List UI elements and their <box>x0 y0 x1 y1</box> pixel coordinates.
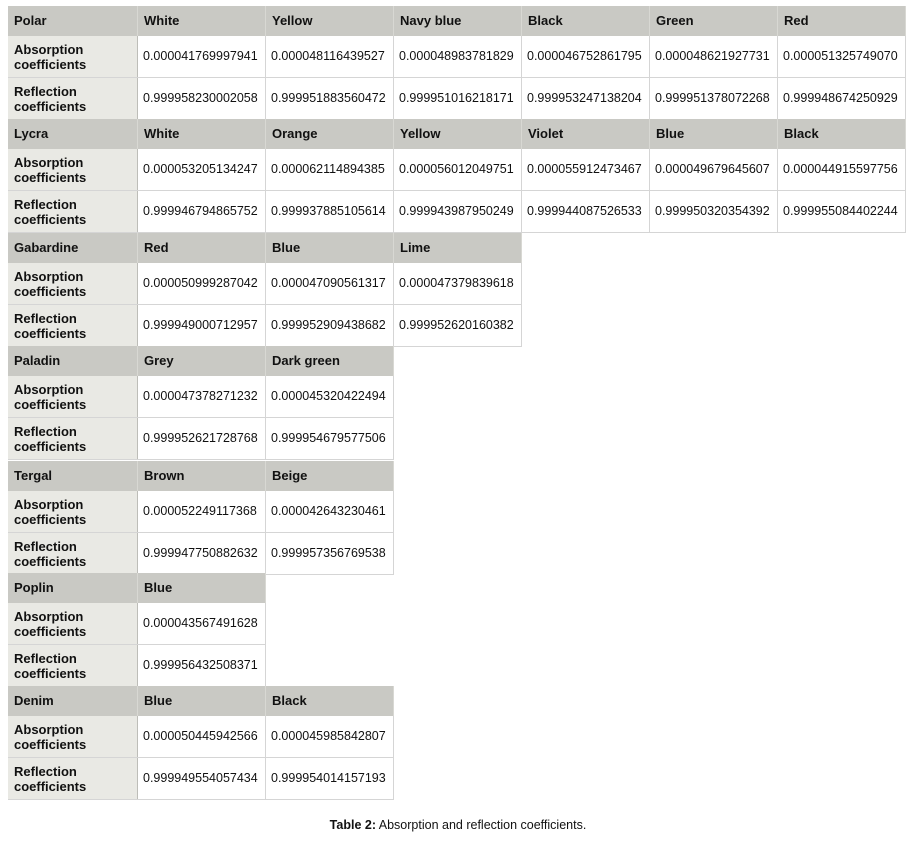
fabric-block-tergal <box>8 461 394 575</box>
reflection-value: 0.999955084402244 <box>778 191 906 232</box>
absorption-label: Absorption coefficients <box>8 716 138 757</box>
color-header: Yellow <box>394 119 522 149</box>
absorption-row <box>8 149 906 191</box>
reflection-value: 0.999952909438682 <box>266 305 394 346</box>
color-header: Violet <box>522 119 650 149</box>
absorption-value: 0.000053205134247 <box>138 149 266 190</box>
header-row <box>8 346 394 376</box>
header-row <box>8 573 266 603</box>
color-header: Grey <box>138 346 266 376</box>
color-header: Dark green <box>266 346 394 376</box>
reflection-value: 0.999951378072268 <box>650 78 778 119</box>
color-header: Yellow <box>266 6 394 36</box>
reflection-value: 0.999951883560472 <box>266 78 394 119</box>
reflection-value: 0.999954679577506 <box>266 418 394 459</box>
absorption-value: 0.000051325749070 <box>778 36 906 77</box>
fabric-name: Gabardine <box>8 233 138 263</box>
color-header: Orange <box>266 119 394 149</box>
fabric-block-polar <box>8 6 906 120</box>
reflection-value: 0.999956432508371 <box>138 645 266 686</box>
reflection-value: 0.999951016218171 <box>394 78 522 119</box>
color-header: Black <box>522 6 650 36</box>
absorption-value: 0.000042643230461 <box>266 491 394 532</box>
reflection-value: 0.999953247138204 <box>522 78 650 119</box>
absorption-value: 0.000049679645607 <box>650 149 778 190</box>
reflection-row <box>8 533 394 575</box>
reflection-label: Reflection coefficients <box>8 305 138 346</box>
reflection-row <box>8 78 906 120</box>
reflection-value: 0.999948674250929 <box>778 78 906 119</box>
color-header: Blue <box>650 119 778 149</box>
header-row <box>8 461 394 491</box>
color-header: Beige <box>266 461 394 491</box>
color-header: Red <box>778 6 906 36</box>
color-header: Black <box>778 119 906 149</box>
reflection-row <box>8 645 266 687</box>
color-header: Red <box>138 233 266 263</box>
color-header: Navy blue <box>394 6 522 36</box>
color-header: Black <box>266 686 394 716</box>
reflection-value: 0.999946794865752 <box>138 191 266 232</box>
absorption-value: 0.000045320422494 <box>266 376 394 417</box>
caption-text: Absorption and reflection coefficients. <box>375 818 587 832</box>
caption-label: Table 2: <box>329 818 376 832</box>
fabric-name: Poplin <box>8 573 138 603</box>
color-header: White <box>138 119 266 149</box>
reflection-value: 0.999957356769538 <box>266 533 394 574</box>
absorption-value: 0.000044915597756 <box>778 149 906 190</box>
reflection-value: 0.999944087526533 <box>522 191 650 232</box>
fabric-name: Paladin <box>8 346 138 376</box>
reflection-value: 0.999954014157193 <box>266 758 394 799</box>
fabric-block-paladin <box>8 346 394 460</box>
fabric-block-gabardine <box>8 233 522 347</box>
absorption-value: 0.000062114894385 <box>266 149 394 190</box>
reflection-value: 0.999947750882632 <box>138 533 266 574</box>
reflection-label: Reflection coefficients <box>8 418 138 459</box>
color-header: Blue <box>266 233 394 263</box>
absorption-label: Absorption coefficients <box>8 491 138 532</box>
absorption-value: 0.000055912473467 <box>522 149 650 190</box>
header-row <box>8 6 906 36</box>
reflection-value: 0.999949554057434 <box>138 758 266 799</box>
color-header: White <box>138 6 266 36</box>
fabric-name: Lycra <box>8 119 138 149</box>
absorption-row <box>8 376 394 418</box>
fabric-block-denim <box>8 686 394 800</box>
reflection-row <box>8 418 394 460</box>
reflection-value: 0.999950320354392 <box>650 191 778 232</box>
reflection-value: 0.999958230002058 <box>138 78 266 119</box>
fabric-name: Tergal <box>8 461 138 491</box>
absorption-value: 0.000045985842807 <box>266 716 394 757</box>
header-row <box>8 119 906 149</box>
absorption-value: 0.000043567491628 <box>138 603 266 644</box>
fabric-block-poplin <box>8 573 266 687</box>
reflection-label: Reflection coefficients <box>8 78 138 119</box>
reflection-label: Reflection coefficients <box>8 191 138 232</box>
reflection-value: 0.999943987950249 <box>394 191 522 232</box>
reflection-value: 0.999949000712957 <box>138 305 266 346</box>
color-header: Blue <box>138 573 266 603</box>
fabric-name: Denim <box>8 686 138 716</box>
absorption-value: 0.000048983781829 <box>394 36 522 77</box>
fabric-block-lycra <box>8 119 906 233</box>
absorption-value: 0.000047378271232 <box>138 376 266 417</box>
color-header: Lime <box>394 233 522 263</box>
color-header: Brown <box>138 461 266 491</box>
absorption-label: Absorption coefficients <box>8 149 138 190</box>
fabric-name: Polar <box>8 6 138 36</box>
color-header: Green <box>650 6 778 36</box>
absorption-label: Absorption coefficients <box>8 376 138 417</box>
absorption-label: Absorption coefficients <box>8 263 138 304</box>
absorption-row <box>8 716 394 758</box>
absorption-value: 0.000050999287042 <box>138 263 266 304</box>
absorption-row <box>8 263 522 305</box>
color-header: Blue <box>138 686 266 716</box>
absorption-value: 0.000048621927731 <box>650 36 778 77</box>
reflection-value: 0.999952620160382 <box>394 305 522 346</box>
absorption-value: 0.000047379839618 <box>394 263 522 304</box>
reflection-row <box>8 191 906 233</box>
reflection-value: 0.999952621728768 <box>138 418 266 459</box>
absorption-value: 0.000046752861795 <box>522 36 650 77</box>
absorption-row <box>8 603 266 645</box>
absorption-value: 0.000047090561317 <box>266 263 394 304</box>
reflection-value: 0.999937885105614 <box>266 191 394 232</box>
reflection-row <box>8 758 394 800</box>
reflection-label: Reflection coefficients <box>8 758 138 799</box>
header-row <box>8 233 522 263</box>
absorption-row <box>8 36 906 78</box>
absorption-value: 0.000056012049751 <box>394 149 522 190</box>
absorption-label: Absorption coefficients <box>8 36 138 77</box>
reflection-label: Reflection coefficients <box>8 645 138 686</box>
absorption-value: 0.000050445942566 <box>138 716 266 757</box>
reflection-label: Reflection coefficients <box>8 533 138 574</box>
absorption-label: Absorption coefficients <box>8 603 138 644</box>
absorption-value: 0.000041769997941 <box>138 36 266 77</box>
table-caption <box>0 818 916 832</box>
header-row <box>8 686 394 716</box>
absorption-row <box>8 491 394 533</box>
reflection-row <box>8 305 522 347</box>
absorption-value: 0.000052249117368 <box>138 491 266 532</box>
absorption-value: 0.000048116439527 <box>266 36 394 77</box>
